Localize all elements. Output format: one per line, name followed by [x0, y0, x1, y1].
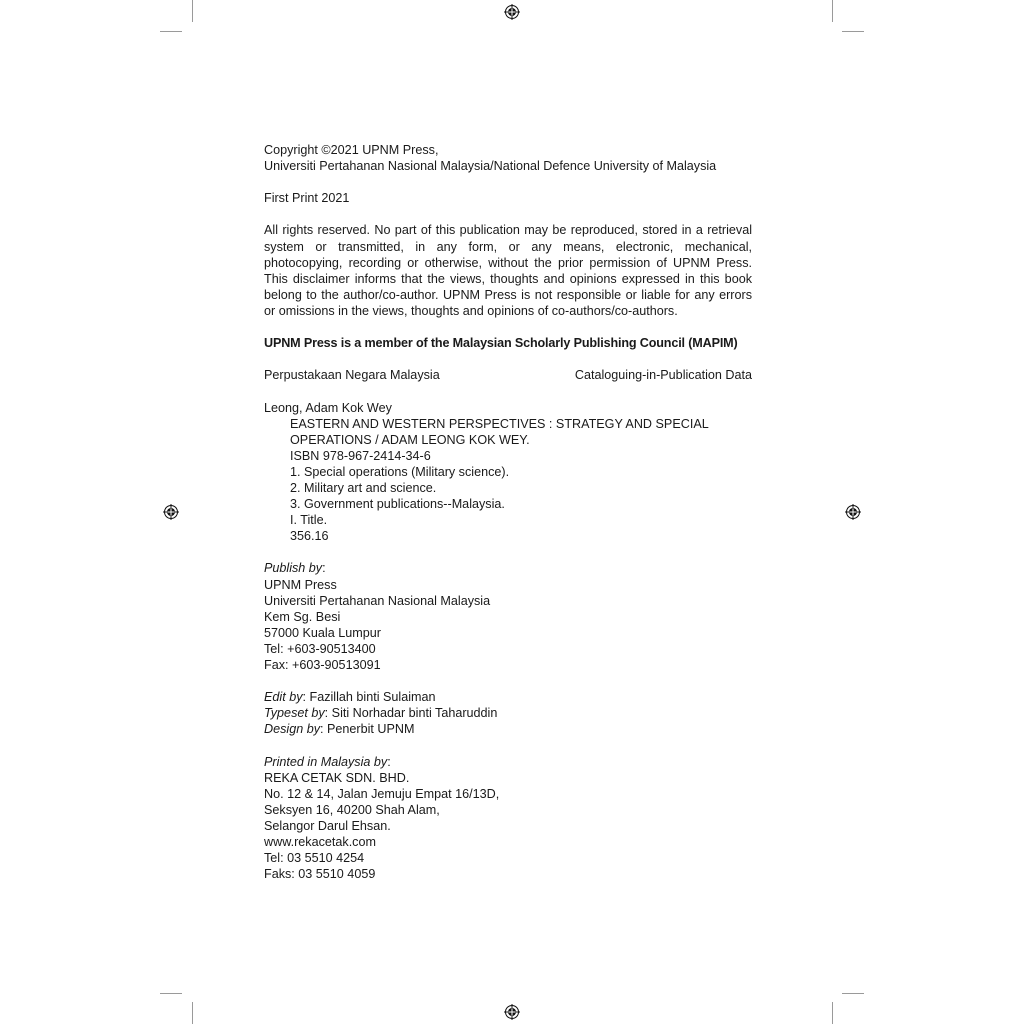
cip-header — [264, 367, 752, 383]
crop-mark — [160, 31, 182, 32]
cip-title: Cataloguing-in-Publication Data — [574, 368, 752, 383]
typeset-credit: Typeset by: Siti Norhadar binti Taharuddin — [264, 706, 498, 721]
registration-mark-icon — [845, 504, 861, 520]
publisher-line: Universiti Pertahanan Nasional Malaysia — [264, 593, 491, 608]
publisher-line: Fax: +603-90513091 — [264, 658, 381, 672]
publisher-heading: Publish by: — [264, 561, 326, 576]
design-value: Penerbit UPNM — [327, 722, 415, 737]
crop-mark — [832, 1002, 833, 1024]
design-credit: Design by: Penerbit UPNM — [264, 722, 415, 737]
design-label: Design by — [264, 722, 321, 737]
printer-label: Printed in Malaysia by — [264, 754, 388, 769]
copyright-text-block — [264, 142, 752, 882]
cip-entry: 356.16 — [290, 529, 329, 544]
crop-mark — [192, 0, 193, 22]
printer-line: REKA CETAK SDN. BHD. — [264, 770, 410, 785]
cip-author: Leong, Adam Kok Wey — [264, 400, 392, 415]
edit-value: Fazillah binti Sulaiman — [309, 690, 436, 705]
registration-mark-icon — [504, 4, 520, 20]
crop-mark — [832, 0, 833, 22]
publisher-line: UPNM Press — [264, 577, 337, 592]
registration-mark-icon — [504, 1004, 520, 1020]
cip-entry: 1. Special operations (Military science). — [290, 464, 510, 479]
printer-line: Tel: 03 5510 4254 — [264, 851, 365, 866]
typeset-label: Typeset by — [264, 706, 325, 721]
publisher-line: Tel: +603-90513400 — [264, 641, 376, 656]
typeset-value: Siti Norhadar binti Taharuddin — [331, 706, 498, 721]
printer-website: www.rekacetak.com — [264, 835, 376, 850]
university-line: Universiti Pertahanan Nasional Malaysia/National Defence University of Malaysia — [264, 159, 717, 174]
cip-library: Perpustakaan Negara Malaysia — [264, 368, 440, 383]
printer-line: Selangor Darul Ehsan. — [264, 818, 391, 833]
copyright-line: Copyright ©2021 UPNM Press, — [264, 143, 439, 157]
publisher-label: Publish by — [264, 561, 323, 576]
publisher-line: Kem Sg. Besi — [264, 609, 341, 624]
cip-entry: OPERATIONS / ADAM LEONG KOK WEY. — [290, 432, 530, 447]
cip-entry: 2. Military art and science. — [290, 480, 437, 495]
cip-entry: 3. Government publications--Malaysia. — [290, 497, 505, 512]
crop-mark — [842, 31, 864, 32]
edit-credit: Edit by: Fazillah binti Sulaiman — [264, 690, 436, 705]
cip-entry: EASTERN AND WESTERN PERSPECTIVES : STRATEGY AND SPECIAL — [290, 416, 709, 431]
cip-entry: I. Title. — [290, 513, 328, 528]
printer-line: Seksyen 16, 40200 Shah Alam, — [264, 802, 440, 817]
membership-statement: UPNM Press is a member of the Malaysian Scholarly Publishing Council (MAPIM) — [264, 336, 738, 351]
crop-mark — [842, 993, 864, 994]
registration-mark-icon — [163, 504, 179, 520]
printer-heading: Printed in Malaysia by: — [264, 754, 391, 769]
edit-label: Edit by — [264, 690, 303, 705]
printer-line: No. 12 & 14, Jalan Jemuju Empat 16/13D, — [264, 786, 500, 801]
publisher-line: 57000 Kuala Lumpur — [264, 625, 381, 640]
printer-line: Faks: 03 5510 4059 — [264, 867, 376, 882]
cip-entry: ISBN 978-967-2414-34-6 — [290, 448, 431, 463]
first-print: First Print 2021 — [264, 191, 350, 206]
crop-mark — [160, 993, 182, 994]
rights-paragraph: All rights reserved. No part of this publication may be reproduced, stored in a retrieval system or transmitted, in any form, or any means, electronic, mechanical, photocopying, recording or otherwise, without the prior permission of UPNM Press. This disclaimer informs that the views, thoughts and opinions expressed in this book belong to the author/co-author. UPNM Press is not responsible or liable for any errors or omissions in the views, thoughts and opinions of co-authors/co-authors. — [264, 223, 752, 318]
crop-mark — [192, 1002, 193, 1024]
